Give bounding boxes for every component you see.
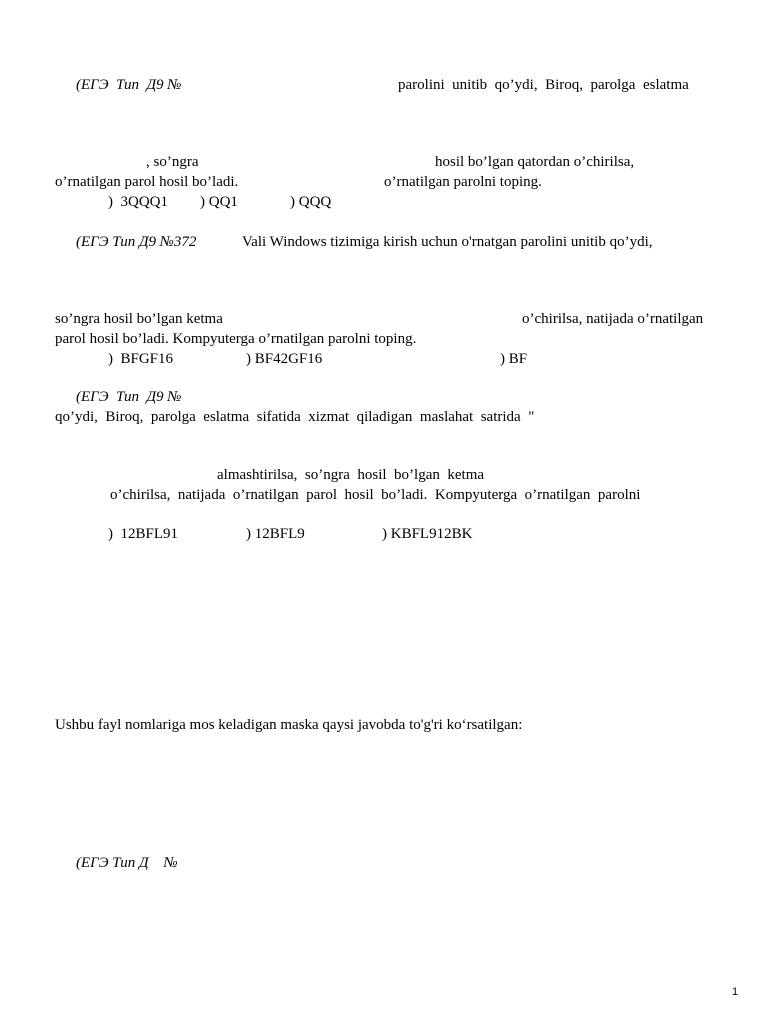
- task3-line1: qo’ydi, Biroq, parolga eslatma sifatida xizmat qiladigan maslahat satrida ": [55, 409, 535, 425]
- task2-option-3: ) BF: [500, 351, 528, 367]
- task2-line3: parol hosil bo’ladi. Kompyuterga o’rnatilgan parolni toping.: [55, 331, 417, 347]
- task3-reference: (ЕГЭ Тип Д9 №: [76, 389, 182, 405]
- task1-line2-a: , so’ngra: [146, 154, 199, 170]
- task2-line2-a: so’ngra hosil bo’lgan ketma: [55, 311, 223, 327]
- task3-line3: o’chirilsa, natijada o’rnatilgan parol hosil bo’ladi. Kompyuterga o’rnatilgan parolni: [110, 487, 641, 503]
- task3-option-1: ) 12BFL91: [108, 526, 179, 542]
- task2-line2-b: o’chirilsa, natijada o’rnatilgan: [522, 311, 704, 327]
- page-number: 1: [732, 986, 739, 998]
- task2-option-1: ) BFGF16: [108, 351, 174, 367]
- task1-line3-b: o’rnatilgan parolni toping.: [384, 174, 542, 190]
- task1-option-2: ) QQ1: [200, 194, 238, 210]
- task1-option-1: ) 3QQQ1: [108, 194, 168, 210]
- task4-question: Ushbu fayl nomlariga mos keladigan maska qaysi javobda to'g'ri ko‘rsatilgan:: [55, 717, 523, 733]
- task3-option-2: ) 12BFL9: [246, 526, 305, 542]
- task1-line3-a: o’rnatilgan parol hosil bo’ladi.: [55, 174, 239, 190]
- task2-reference: (ЕГЭ Тип Д9 №372: [76, 234, 197, 250]
- task1-option-3: ) QQQ: [290, 194, 332, 210]
- task1-line1-text: parolini unitib qo’ydi, Biroq, parolga eslatma: [398, 77, 689, 93]
- task2-option-2: ) BF42GF16: [246, 351, 323, 367]
- task3-option-3: ) KBFL912BK: [382, 526, 473, 542]
- task1-reference: (ЕГЭ Тип Д9 №: [76, 77, 182, 93]
- task5-reference: (ЕГЭ Тип Д №: [76, 855, 178, 871]
- task2-line1: Vali Windows tizimiga kirish uchun o'rnatgan parolini unitib qo’ydi,: [242, 234, 653, 250]
- task3-line2: almashtirilsa, so’ngra hosil bo’lgan ketma: [217, 467, 485, 483]
- task1-line2-b: hosil bo’lgan qatordan o’chirilsa,: [435, 154, 635, 170]
